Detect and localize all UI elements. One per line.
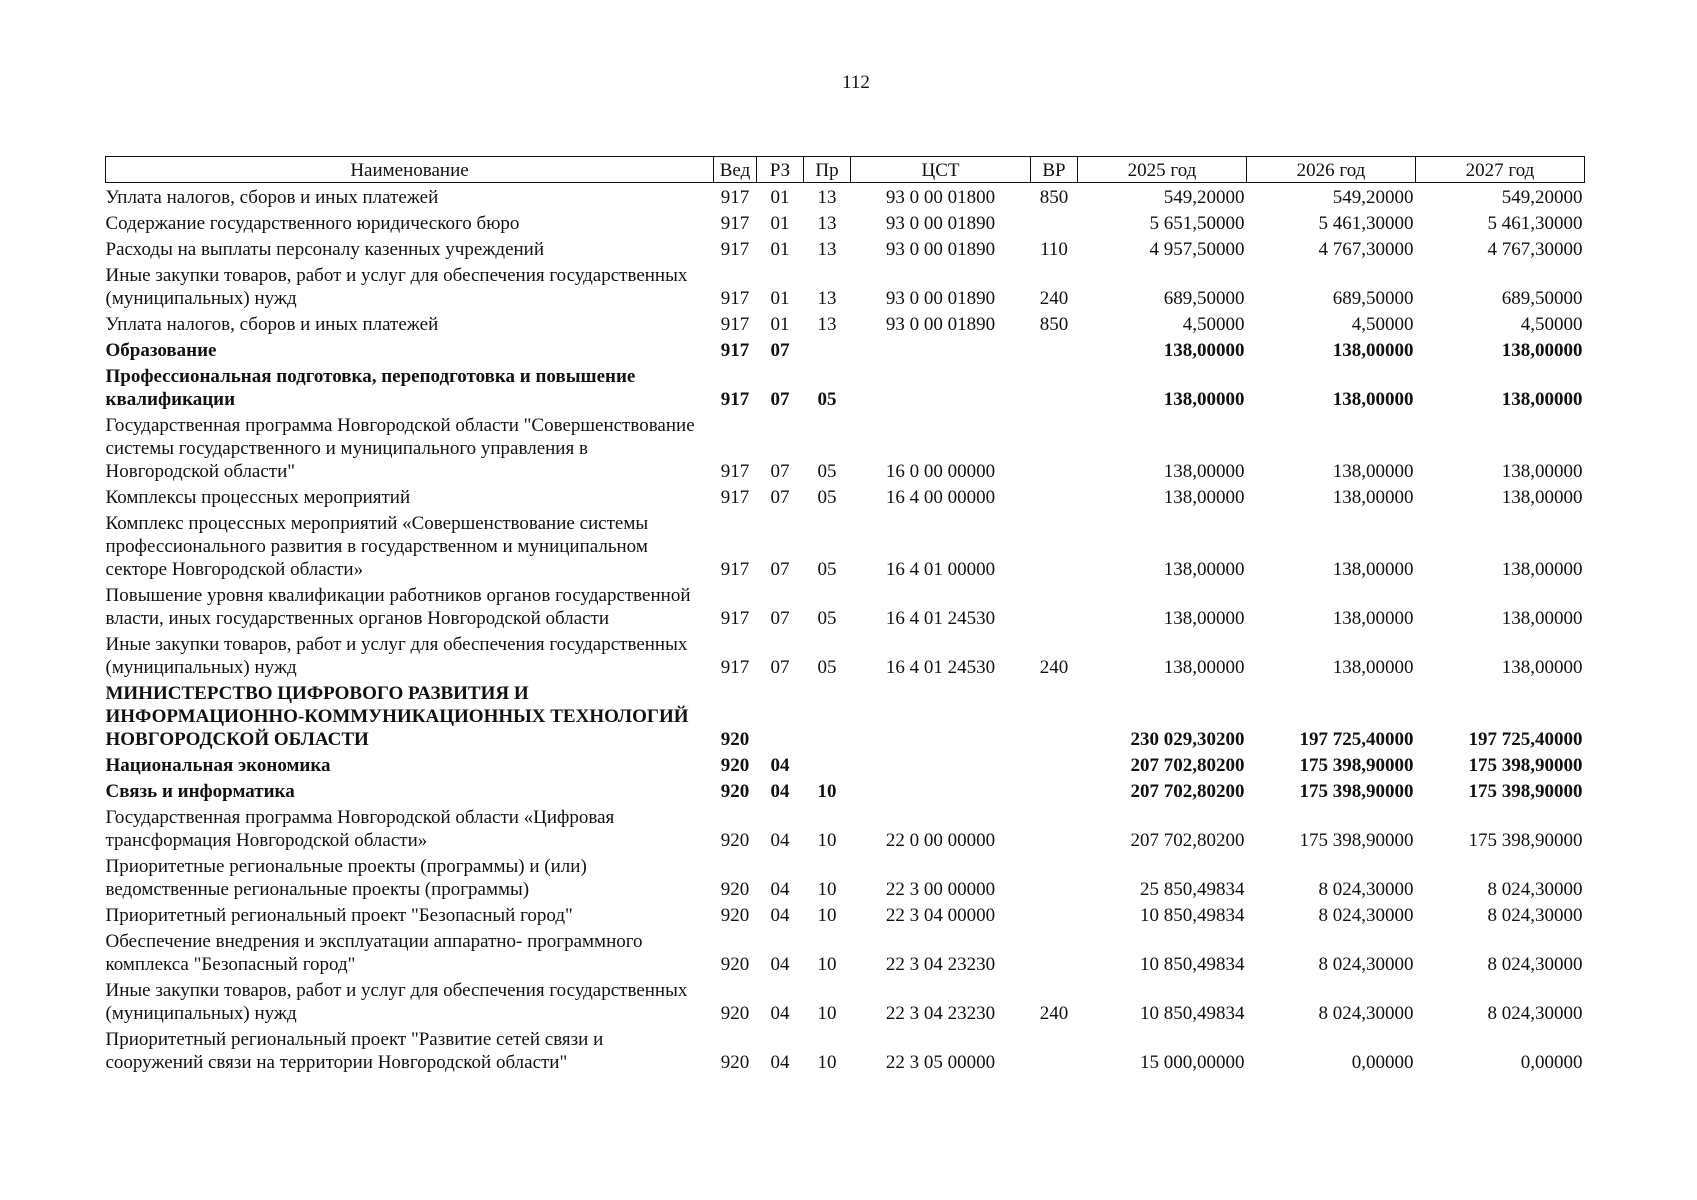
cell-rz: 04 (770, 1052, 790, 1073)
cell-cst: 93 0 00 01890 (885, 239, 996, 260)
cell-pr: 10 (817, 879, 837, 900)
cell-rz: 07 (770, 487, 790, 508)
cell-2027: 138,00000 (1501, 657, 1583, 678)
cell-2026: 0,00000 (1351, 1052, 1414, 1073)
table-row (106, 805, 1585, 854)
cell-pr: 05 (817, 559, 837, 580)
cell-ved: 917 (720, 657, 750, 678)
cell-cst: 16 4 01 24530 (885, 608, 996, 629)
cell-ved: 920 (720, 905, 750, 926)
cell-2027: 8 024,30000 (1487, 879, 1583, 900)
cell-name: Комплексы процессных мероприятий (105, 487, 411, 508)
cell-2027: 197 725,40000 (1468, 729, 1583, 750)
cell-vr (1031, 338, 1078, 364)
table-body (106, 183, 1585, 1077)
cell-pr: 13 (817, 187, 837, 208)
cell-2027: 8 024,30000 (1487, 1003, 1583, 1024)
table-row (106, 485, 1585, 511)
cell-vr (1031, 753, 1078, 779)
cell-2025: 138,00000 (1163, 340, 1245, 361)
cell-ved: 917 (720, 288, 750, 309)
cell-name: МИНИСТЕРСТВО ЦИФРОВОГО РАЗВИТИЯ И ИНФОРМАЦИОННО-КОММУНИКАЦИОННЫХ ТЕХНОЛОГИЙ НОВГОРОДСКОЙ ОБЛАСТИ (105, 683, 689, 750)
cell-2025: 15 000,00000 (1140, 1052, 1245, 1073)
cell-2025: 4,50000 (1182, 314, 1245, 335)
cell-2025: 10 850,49834 (1140, 1003, 1245, 1024)
cell-2026: 175 398,90000 (1299, 781, 1414, 802)
cell-pr: 10 (817, 1052, 837, 1073)
cell-2026: 8 024,30000 (1318, 1003, 1414, 1024)
cell-ved: 917 (720, 187, 750, 208)
table-row (106, 583, 1585, 632)
cell-vr: 850 (1039, 314, 1069, 335)
cell-cst: 22 3 00 00000 (885, 879, 996, 900)
table-header-row (106, 157, 1585, 183)
cell-pr: 05 (817, 487, 837, 508)
cell-2026: 175 398,90000 (1299, 755, 1414, 776)
cell-name: Иные закупки товаров, работ и услуг для обеспечения государственных (муниципальных) нужд (105, 634, 688, 678)
table-row (106, 237, 1585, 263)
header-2025: 2025 год (1078, 157, 1247, 183)
cell-ved: 920 (720, 729, 750, 750)
cell-cst: 22 3 04 00000 (885, 905, 996, 926)
cell-2026: 4 767,30000 (1318, 239, 1414, 260)
cell-2025: 138,00000 (1163, 608, 1245, 629)
cell-rz: 01 (770, 239, 790, 260)
cell-vr: 240 (1039, 1003, 1069, 1024)
cell-2025: 138,00000 (1163, 559, 1245, 580)
cell-2025: 207 702,80200 (1130, 755, 1245, 776)
cell-vr (1031, 929, 1078, 978)
cell-2027: 5 461,30000 (1487, 213, 1583, 234)
cell-rz (757, 681, 804, 753)
cell-vr (1031, 805, 1078, 854)
page-number: 112 (842, 72, 870, 93)
cell-cst: 93 0 00 01800 (885, 187, 996, 208)
cell-rz: 01 (770, 187, 790, 208)
cell-cst: 93 0 00 01890 (885, 288, 996, 309)
header-vr: ВР (1031, 157, 1078, 183)
cell-ved: 920 (720, 1003, 750, 1024)
cell-2027: 138,00000 (1501, 487, 1583, 508)
cell-2026: 197 725,40000 (1299, 729, 1414, 750)
header-pr: Пр (804, 157, 851, 183)
cell-pr: 13 (817, 213, 837, 234)
cell-vr (1031, 511, 1078, 583)
cell-2027: 138,00000 (1501, 559, 1583, 580)
table-row (106, 903, 1585, 929)
cell-2026: 138,00000 (1332, 461, 1414, 482)
cell-cst (851, 779, 1031, 805)
budget-table (105, 156, 1585, 1076)
cell-2027: 4 767,30000 (1487, 239, 1583, 260)
table-row (106, 978, 1585, 1027)
cell-vr (1031, 681, 1078, 753)
cell-vr (1031, 364, 1078, 413)
cell-name: Комплекс процессных мероприятий «Совершенствование системы профессионального развития в государственном и муниципальном секторе Новгородской области» (105, 513, 649, 580)
table-row (106, 779, 1585, 805)
cell-2025: 207 702,80200 (1130, 830, 1245, 851)
cell-2026: 138,00000 (1332, 608, 1414, 629)
cell-2027: 0,00000 (1520, 1052, 1583, 1073)
cell-vr (1031, 903, 1078, 929)
cell-cst (851, 681, 1031, 753)
cell-vr: 110 (1040, 239, 1068, 260)
cell-pr: 10 (817, 905, 837, 926)
cell-name: Государственная программа Новгородской области "Совершенствование системы государственного и муниципального управления в Новгородской области" (105, 415, 695, 482)
cell-2027: 175 398,90000 (1468, 781, 1583, 802)
cell-2026: 8 024,30000 (1318, 954, 1414, 975)
cell-2025: 549,20000 (1163, 187, 1245, 208)
cell-2027: 175 398,90000 (1468, 755, 1583, 776)
cell-2025: 138,00000 (1163, 487, 1245, 508)
cell-name: Национальная экономика (105, 755, 331, 776)
cell-cst: 22 3 05 00000 (885, 1052, 996, 1073)
cell-2026: 689,50000 (1332, 288, 1414, 309)
cell-rz: 01 (770, 314, 790, 335)
cell-pr: 13 (817, 288, 837, 309)
cell-pr: 13 (817, 239, 837, 260)
cell-vr (1031, 413, 1078, 485)
cell-vr: 240 (1039, 288, 1069, 309)
cell-pr: 10 (817, 830, 837, 851)
cell-pr: 05 (817, 389, 837, 410)
cell-name: Иные закупки товаров, работ и услуг для обеспечения государственных (муниципальных) нужд (105, 265, 688, 309)
cell-ved: 920 (720, 830, 750, 851)
cell-rz: 07 (770, 608, 790, 629)
cell-2027: 8 024,30000 (1487, 905, 1583, 926)
table-row (106, 681, 1585, 753)
cell-vr (1031, 854, 1078, 903)
cell-2026: 4,50000 (1351, 314, 1414, 335)
cell-name: Образование (105, 340, 217, 361)
cell-ved: 920 (720, 781, 750, 802)
cell-rz: 04 (770, 830, 790, 851)
cell-2027: 138,00000 (1501, 461, 1583, 482)
cell-name: Иные закупки товаров, работ и услуг для обеспечения государственных (муниципальных) нужд (105, 980, 688, 1024)
cell-name: Обеспечение внедрения и эксплуатации аппаратно- программного комплекса "Безопасный город" (105, 931, 643, 975)
cell-name: Приоритетный региональный проект "Безопасный город" (105, 905, 573, 926)
table-row (106, 263, 1585, 312)
table-row (106, 929, 1585, 978)
cell-2027: 8 024,30000 (1487, 954, 1583, 975)
cell-name: Связь и информатика (105, 781, 295, 802)
cell-rz: 04 (770, 755, 790, 776)
cell-rz: 07 (770, 461, 790, 482)
cell-2027: 175 398,90000 (1468, 830, 1583, 851)
cell-pr: 05 (817, 608, 837, 629)
cell-name: Расходы на выплаты персоналу казенных учреждений (105, 239, 545, 260)
cell-pr (804, 753, 851, 779)
cell-2025: 689,50000 (1163, 288, 1245, 309)
table-row (106, 1027, 1585, 1076)
cell-name: Уплата налогов, сборов и иных платежей (105, 314, 439, 335)
cell-ved: 920 (720, 879, 750, 900)
cell-cst: 22 0 00 00000 (885, 830, 996, 851)
cell-2027: 138,00000 (1501, 340, 1583, 361)
cell-2025: 230 029,30200 (1130, 729, 1245, 750)
cell-rz: 07 (770, 657, 790, 678)
cell-ved: 917 (720, 314, 750, 335)
header-ved: Вед (714, 157, 757, 183)
cell-ved: 917 (720, 239, 750, 260)
cell-vr: 240 (1039, 657, 1069, 678)
cell-name: Повышение уровня квалификации работников органов государственной власти, иных государственных органов Новгородской области (105, 585, 691, 629)
cell-2027: 549,20000 (1501, 187, 1583, 208)
cell-2025: 138,00000 (1163, 657, 1245, 678)
cell-2025: 10 850,49834 (1140, 905, 1245, 926)
cell-vr (1031, 779, 1078, 805)
cell-rz: 04 (770, 781, 790, 802)
cell-2026: 138,00000 (1332, 487, 1414, 508)
cell-2025: 5 651,50000 (1149, 213, 1245, 234)
cell-rz: 04 (770, 905, 790, 926)
cell-cst: 22 3 04 23230 (885, 1003, 996, 1024)
table-row (106, 338, 1585, 364)
cell-ved: 920 (720, 1052, 750, 1073)
cell-2026: 8 024,30000 (1318, 905, 1414, 926)
cell-name: Содержание государственного юридического бюро (105, 213, 520, 234)
table-row (106, 511, 1585, 583)
cell-rz: 04 (770, 1003, 790, 1024)
cell-2026: 138,00000 (1332, 559, 1414, 580)
cell-cst: 16 4 00 00000 (885, 487, 996, 508)
cell-2027: 4,50000 (1520, 314, 1583, 335)
cell-ved: 917 (720, 461, 750, 482)
cell-rz: 07 (770, 559, 790, 580)
cell-2026: 8 024,30000 (1318, 879, 1414, 900)
header-cst: ЦСТ (851, 157, 1031, 183)
cell-2027: 138,00000 (1501, 608, 1583, 629)
cell-name: Приоритетные региональные проекты (программы) и (или) ведомственные региональные проекты (программы) (105, 856, 587, 900)
cell-pr: 10 (817, 954, 837, 975)
cell-pr: 05 (817, 461, 837, 482)
cell-ved: 917 (720, 608, 750, 629)
cell-pr: 13 (817, 314, 837, 335)
cell-cst (851, 364, 1031, 413)
cell-2026: 5 461,30000 (1318, 213, 1414, 234)
cell-pr: 10 (817, 781, 837, 802)
cell-cst: 93 0 00 01890 (885, 314, 996, 335)
table-row (106, 632, 1585, 681)
header-rz: РЗ (757, 157, 804, 183)
cell-vr (1031, 485, 1078, 511)
cell-2026: 138,00000 (1332, 389, 1414, 410)
cell-rz: 01 (770, 288, 790, 309)
cell-2026: 138,00000 (1332, 340, 1414, 361)
cell-rz: 07 (770, 389, 790, 410)
cell-cst: 93 0 00 01890 (885, 213, 996, 234)
cell-2027: 138,00000 (1501, 389, 1583, 410)
cell-vr: 850 (1039, 187, 1069, 208)
header-name: Наименование (106, 157, 714, 183)
cell-cst: 16 4 01 24530 (885, 657, 996, 678)
cell-name: Приоритетный региональный проект "Развитие сетей связи и сооружений связи на территории Новгородской области" (105, 1029, 604, 1073)
cell-name: Уплата налогов, сборов и иных платежей (105, 187, 439, 208)
table-row (106, 413, 1585, 485)
cell-2025: 138,00000 (1163, 389, 1245, 410)
cell-2026: 175 398,90000 (1299, 830, 1414, 851)
table-row (106, 211, 1585, 237)
cell-2025: 4 957,50000 (1149, 239, 1245, 260)
cell-vr (1031, 1027, 1078, 1076)
table-row (106, 753, 1585, 779)
cell-cst: 22 3 04 23230 (885, 954, 996, 975)
cell-vr (1031, 211, 1078, 237)
cell-2026: 138,00000 (1332, 657, 1414, 678)
cell-pr (804, 338, 851, 364)
cell-2025: 25 850,49834 (1140, 879, 1245, 900)
table-row (106, 364, 1585, 413)
table-row (106, 854, 1585, 903)
cell-rz: 04 (770, 954, 790, 975)
cell-rz: 01 (770, 213, 790, 234)
header-2026: 2026 год (1247, 157, 1416, 183)
cell-cst: 16 4 01 00000 (885, 559, 996, 580)
cell-ved: 917 (720, 389, 750, 410)
cell-ved: 917 (720, 340, 750, 361)
table-row (106, 312, 1585, 338)
header-2027: 2027 год (1416, 157, 1585, 183)
cell-2025: 138,00000 (1163, 461, 1245, 482)
cell-pr (804, 681, 851, 753)
cell-rz: 07 (770, 340, 790, 361)
cell-ved: 920 (720, 954, 750, 975)
cell-2026: 549,20000 (1332, 187, 1414, 208)
cell-cst (851, 753, 1031, 779)
cell-ved: 917 (720, 487, 750, 508)
cell-ved: 920 (720, 755, 750, 776)
cell-2025: 207 702,80200 (1130, 781, 1245, 802)
cell-pr: 05 (817, 657, 837, 678)
cell-ved: 917 (720, 559, 750, 580)
cell-name: Государственная программа Новгородской области «Цифровая трансформация Новгородской области» (105, 807, 615, 851)
cell-vr (1031, 583, 1078, 632)
cell-rz: 04 (770, 879, 790, 900)
cell-name: Профессиональная подготовка, переподготовка и повышение квалификации (105, 366, 636, 410)
table-row (106, 183, 1585, 212)
cell-cst: 16 0 00 00000 (885, 461, 996, 482)
cell-2027: 689,50000 (1501, 288, 1583, 309)
cell-ved: 917 (720, 213, 750, 234)
cell-2025: 10 850,49834 (1140, 954, 1245, 975)
cell-cst (851, 338, 1031, 364)
cell-pr: 10 (817, 1003, 837, 1024)
